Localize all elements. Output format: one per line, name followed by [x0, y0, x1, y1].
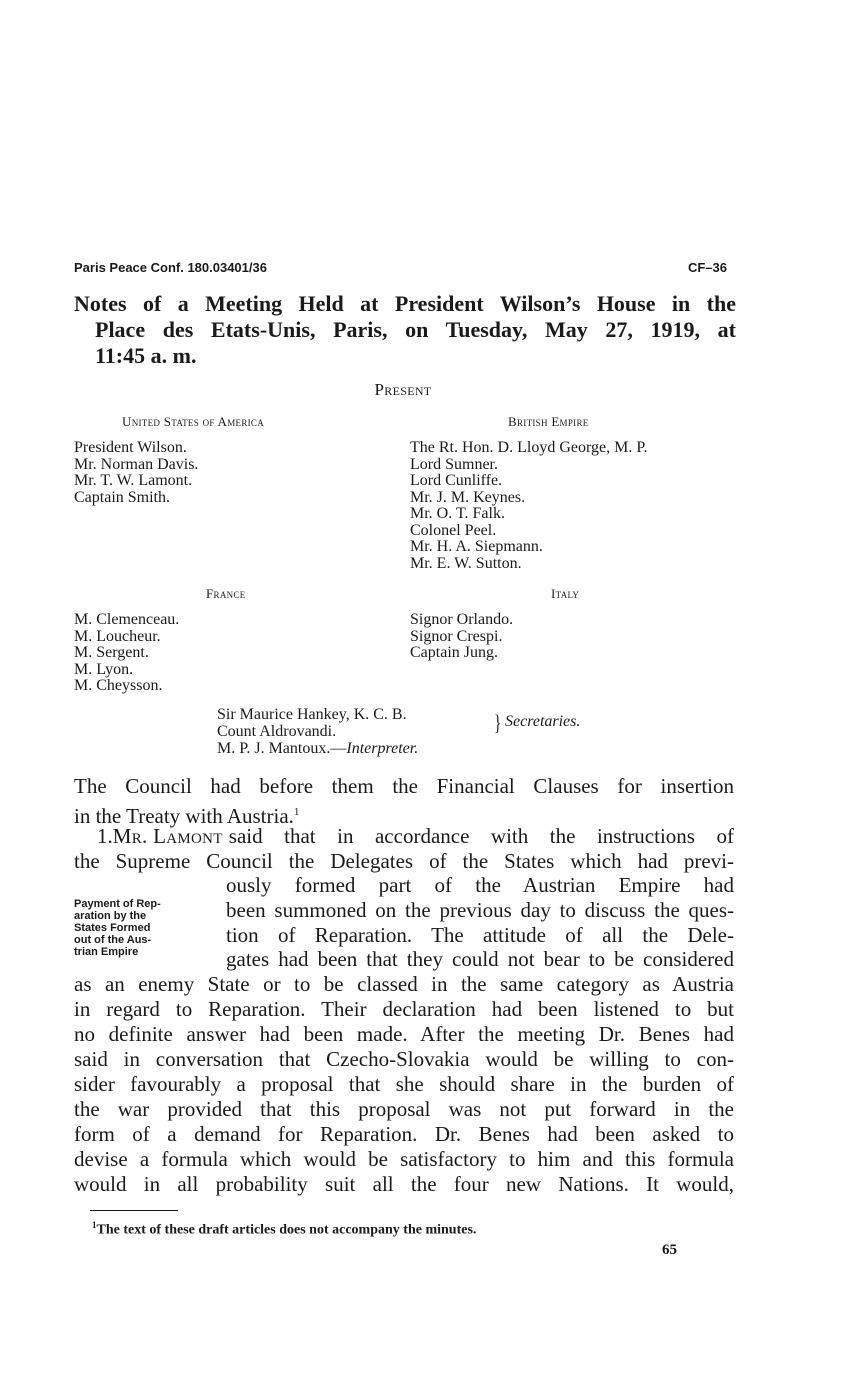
member-name: M. Sergent.	[74, 644, 149, 661]
member-name: Mr. H. A. Siepmann.	[410, 538, 543, 555]
member-name: Captain Jung.	[410, 644, 498, 661]
body-line	[97, 824, 734, 848]
member-name: Signor Crespi.	[410, 627, 503, 645]
delegation-list-usa	[74, 440, 198, 506]
paragraph-number: 1.	[97, 824, 113, 848]
member-name: Signor Orlando.	[410, 611, 514, 628]
member-name: Colonel Peel.	[410, 521, 497, 539]
margin-note-line: trian Empire	[74, 946, 139, 958]
member-name: M. Clemenceau.	[74, 611, 180, 628]
speaker-name: Mr. Lamont	[112, 824, 223, 848]
margin-note-line: Payment of Rep-	[74, 898, 161, 910]
document-reference: Paris Peace Conf. 180.03401/36	[74, 260, 267, 275]
member-name: Mr. T. W. Lamont.	[74, 472, 193, 489]
delegation-list-italy	[410, 612, 513, 662]
member-name: M. Lyon.	[74, 660, 134, 678]
interpreter-line	[217, 740, 418, 758]
body-line: form of a demand for Reparation. Dr. Benes had been asked to	[74, 1122, 734, 1146]
member-name: The Rt. Hon. D. Lloyd George, M. P.	[410, 439, 648, 456]
present-heading	[0, 380, 850, 400]
delegation-heading-british: British Empire	[508, 414, 589, 429]
body-line: said in conversation that Czecho-Slovakia would be willing to con-	[74, 1047, 734, 1071]
present-label: Present	[374, 380, 432, 399]
secretary-name: Sir Maurice Hankey, K. C. B.	[217, 706, 407, 723]
body-line: The Council had before them the Financial Clauses for insertion	[74, 774, 734, 798]
body-line: the Supreme Council the Delegates of the States which had previ-	[74, 849, 734, 873]
body-line: would in all probability suit all the four new Nations. It would,	[74, 1172, 734, 1196]
interpreter-name: M. P. J. Mantoux.—	[217, 740, 347, 757]
body-line: in regard to Reparation. Their declaration had been listened to but	[74, 997, 734, 1021]
member-name: Mr. Norman Davis.	[74, 455, 199, 473]
member-name: Mr. E. W. Sutton.	[410, 554, 522, 572]
member-name: M. Cheysson.	[74, 677, 163, 694]
member-name: Lord Sumner.	[410, 455, 498, 473]
margin-note-line: States Formed	[74, 922, 151, 934]
delegation-heading-italy: Italy	[551, 586, 580, 601]
page-number: 65	[662, 1242, 677, 1258]
member-name: M. Loucheur.	[74, 627, 161, 645]
delegation-heading-usa: United States of America	[122, 414, 265, 429]
member-name: Captain Smith.	[74, 488, 170, 506]
footnote-text: The text of these draft articles does not accompany the minutes.	[96, 1222, 477, 1238]
title-line: 11:45 a. m.	[95, 343, 197, 368]
secretary-name: Count Aldrovandi.	[217, 722, 337, 740]
body-line: been summoned on the previous day to discuss the ques-	[226, 898, 734, 922]
secretaries-label: Secretaries.	[505, 713, 581, 730]
footnote-rule	[90, 1210, 178, 1211]
secretaries-names	[217, 707, 407, 740]
footnote-marker: 1	[92, 1220, 97, 1230]
margin-note-line: aration by the	[74, 910, 147, 922]
body-line: the war provided that this proposal was not put forward in the	[74, 1097, 734, 1121]
body-line: sider favourably a proposal that she should share in the burden of	[74, 1072, 734, 1096]
margin-note-line: out of the Aus-	[74, 934, 152, 946]
body-line-text: said that in accordance with the instructions of	[228, 824, 734, 848]
body-line: gates had been that they could not bear to be considered	[226, 947, 734, 971]
body-line: tion of Reparation. The attitude of all the Dele-	[226, 923, 734, 947]
body-line: ously formed part of the Austrian Empire had	[226, 873, 734, 897]
page-title	[74, 291, 736, 371]
delegation-heading-france: France	[206, 586, 246, 601]
body-line: as an enemy State or to be classed in the same category as Austria	[74, 972, 734, 996]
title-line: Place des Etats-Unis, Paris, on Tuesday, May 27, 1919, at	[95, 317, 736, 342]
margin-note	[74, 898, 204, 958]
body-line: no definite answer had been made. After the meeting Dr. Benes had	[74, 1022, 734, 1046]
title-line: Notes of a Meeting Held at President Wilson’s House in the	[74, 291, 736, 316]
document-code: CF–36	[688, 260, 728, 275]
member-name: Mr. O. T. Falk.	[410, 505, 505, 522]
delegation-list-france	[74, 612, 179, 695]
body-line: devise a formula which would be satisfactory to him and this formula	[74, 1147, 734, 1171]
delegation-list-british	[410, 440, 647, 572]
secretaries-brace: }	[494, 710, 502, 735]
footnote	[92, 1220, 476, 1239]
interpreter-label: Interpreter.	[346, 740, 419, 757]
body-line-text: in the Treaty with Austria.	[74, 804, 294, 828]
member-name: Lord Cunliffe.	[410, 472, 503, 489]
member-name: President Wilson.	[74, 439, 187, 456]
member-name: Mr. J. M. Keynes.	[410, 488, 526, 506]
footnote-reference: 1	[293, 806, 300, 818]
